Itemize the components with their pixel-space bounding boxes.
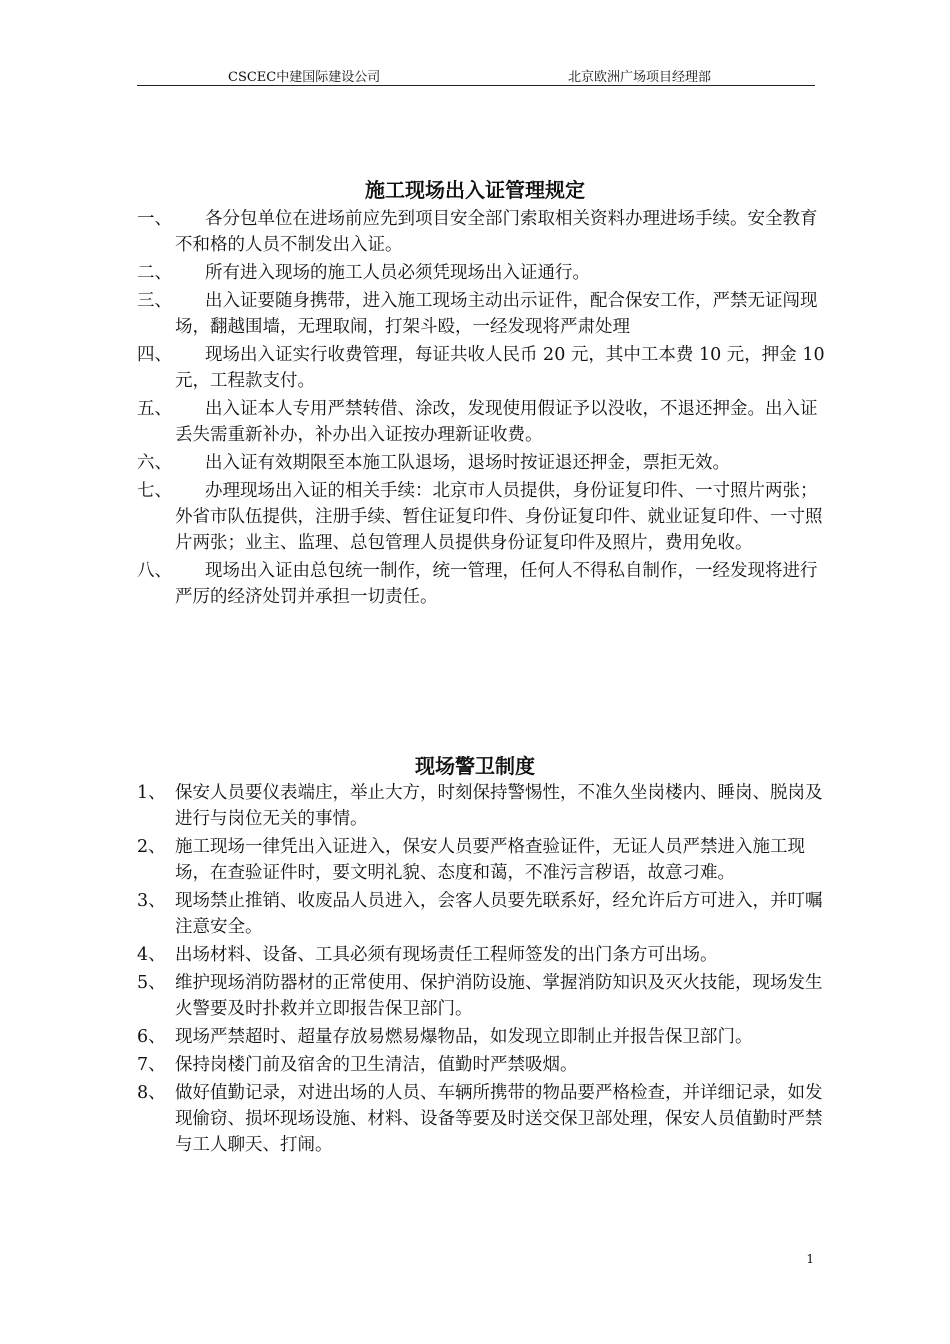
list-item <box>137 342 827 394</box>
list-item <box>137 206 827 258</box>
list-item <box>137 1080 827 1158</box>
item-text: 现场禁止推销、收废品人员进入，会客人员要先联系好，经允许后方可进入，并叮嘱注意安全。 <box>175 891 823 937</box>
list-item <box>137 396 827 448</box>
header-department: 北京欧洲广场项目经理部 <box>568 70 712 85</box>
item-text: 出入证有效期限至本施工队退场，退场时按证退还押金，票拒无效。 <box>205 453 730 473</box>
page-number: 1 <box>806 1252 814 1266</box>
item-marker: 三、 <box>137 291 172 311</box>
item-marker: 一、 <box>137 209 172 229</box>
list-item <box>137 288 827 340</box>
item-marker: 8、 <box>137 1083 166 1103</box>
list-item <box>137 970 827 1022</box>
item-marker: 四、 <box>137 345 172 365</box>
item-text: 施工现场一律凭出入证进入，保安人员要严格查验证件，无证人员严禁进入施工现场，在查验证件时，要文明礼貌、态度和蔼，不准污言秽语，故意刁难。 <box>175 837 805 883</box>
item-text: 做好值勤记录，对进出场的人员、车辆所携带的物品要严格检查，并详细记录，如发现偷窃、损坏现场设施、材料、设备等要及时送交保卫部处理，保安人员值勤时严禁与工人聊天、打闹。 <box>175 1083 823 1155</box>
item-marker: 二、 <box>137 263 172 283</box>
item-marker: 6、 <box>137 1027 166 1047</box>
list-item <box>137 450 827 476</box>
list-item <box>137 478 827 556</box>
section2-title: 现场警卫制度 <box>415 754 535 778</box>
item-marker: 4、 <box>137 945 166 965</box>
section2-list <box>137 780 827 1160</box>
list-item <box>137 942 827 968</box>
item-marker: 3、 <box>137 891 166 911</box>
item-marker: 七、 <box>137 481 172 501</box>
list-item <box>137 888 827 940</box>
item-text: 办理现场出入证的相关手续：北京市人员提供，身份证复印件、一寸照片两张；外省市队伍提供，注册手续、暂住证复印件、身份证复印件、就业证复印件、一寸照片两张；业主、监理、总包管理人员提供身份证复印件及照片，费用免收。 <box>175 481 823 553</box>
item-marker: 五、 <box>137 399 172 419</box>
item-text: 保持岗楼门前及宿舍的卫生清洁，值勤时严禁吸烟。 <box>175 1055 578 1075</box>
item-text: 出场材料、设备、工具必须有现场责任工程师签发的出门条方可出场。 <box>175 945 718 965</box>
item-text: 维护现场消防器材的正常使用、保护消防设施、掌握消防知识及灭火技能，现场发生火警要及时扑救并立即报告保卫部门。 <box>175 973 823 1019</box>
item-text: 现场出入证由总包统一制作，统一管理，任何人不得私自制作，一经发现将进行严厉的经济处罚并承担一切责任。 <box>175 561 818 607</box>
list-item <box>137 558 827 610</box>
item-marker: 7、 <box>137 1055 166 1075</box>
header-rule <box>137 85 815 86</box>
item-text: 所有进入现场的施工人员必须凭现场出入证通行。 <box>205 263 590 283</box>
item-text: 保安人员要仪表端庄，举止大方，时刻保持警惕性，不准久坐岗楼内、睡岗、脱岗及进行与岗位无关的事情。 <box>175 783 823 829</box>
list-item <box>137 834 827 886</box>
list-item <box>137 1052 827 1078</box>
item-text: 出入证要随身携带，进入施工现场主动出示证件，配合保安工作，严禁无证闯现场，翻越围墙，无理取闹，打架斗殴，一经发现将严肃处理 <box>175 291 818 337</box>
section1-title: 施工现场出入证管理规定 <box>365 178 585 202</box>
item-text: 现场出入证实行收费管理，每证共收人民币 20 元，其中工本费 10 元，押金 10 元，工程款支付。 <box>175 345 825 391</box>
item-marker: 八、 <box>137 561 172 581</box>
item-marker: 1、 <box>137 783 166 803</box>
item-text: 现场严禁超时、超量存放易燃易爆物品，如发现立即制止并报告保卫部门。 <box>175 1027 753 1047</box>
list-item <box>137 780 827 832</box>
item-marker: 2、 <box>137 837 166 857</box>
list-item <box>137 260 827 286</box>
header-company: CSCEC中建国际建设公司 <box>228 70 381 85</box>
item-marker: 5、 <box>137 973 166 993</box>
list-item <box>137 1024 827 1050</box>
item-marker: 六、 <box>137 453 172 473</box>
item-text: 出入证本人专用严禁转借、涂改，发现使用假证予以没收，不退还押金。出入证丢失需重新补办，补办出入证按办理新证收费。 <box>175 399 818 445</box>
item-text: 各分包单位在进场前应先到项目安全部门索取相关资料办理进场手续。安全教育不和格的人员不制发出入证。 <box>175 209 818 255</box>
section1-list <box>137 206 827 612</box>
